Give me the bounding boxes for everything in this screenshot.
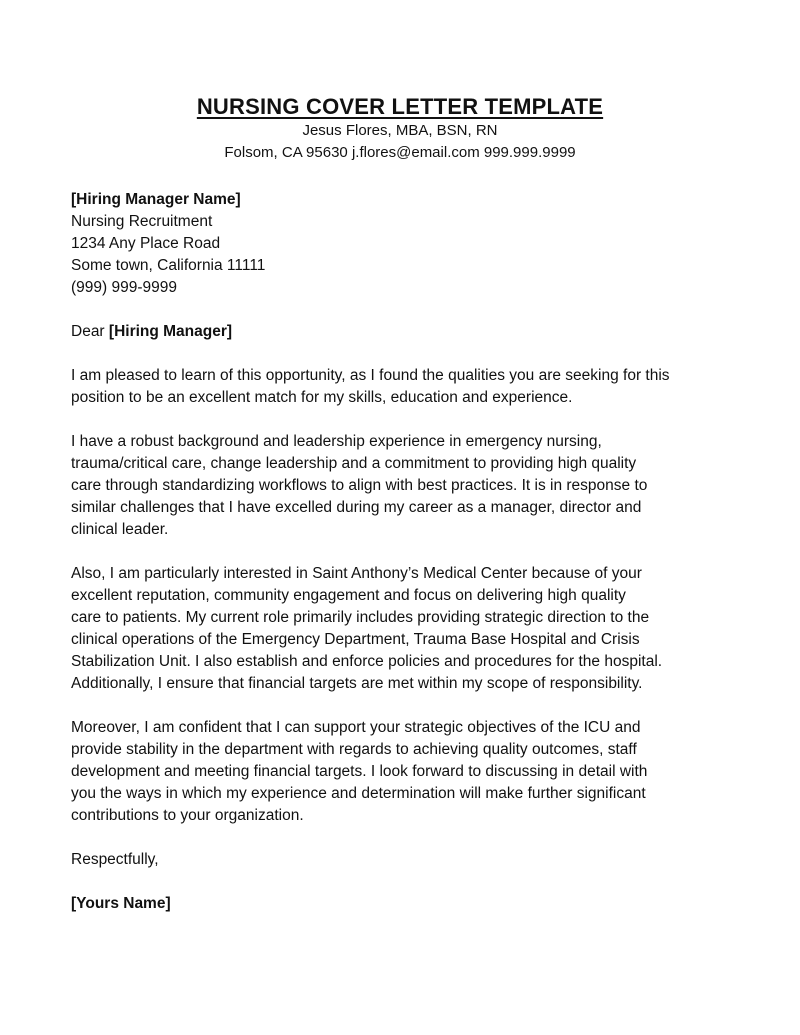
letter-header	[0, 94, 800, 164]
page-title: NURSING COVER LETTER TEMPLATE	[196, 94, 604, 119]
paragraph-3	[71, 563, 741, 695]
sender-contact-line: Folsom, CA 95630 j.flores@email.com 999.999.9999	[224, 144, 576, 161]
paragraph-line: Moreover, I am confident that I can support your strategic objectives of the ICU and	[71, 719, 641, 736]
paragraph-line: Additionally, I ensure that financial targets are met within my scope of responsibility.	[71, 675, 643, 692]
paragraph-line: Stabilization Unit. I also establish and enforce policies and procedures for the hospital.	[71, 653, 663, 670]
paragraph-line: position to be an excellent match for my skills, education and experience.	[71, 389, 573, 406]
paragraph-line: care through standardizing workflows to align with best practices. It is in response to	[71, 477, 648, 494]
paragraph-line: excellent reputation, community engagement and focus on delivering high quality	[71, 587, 626, 604]
paragraph-line: contributions to your organization.	[71, 807, 304, 824]
salutation-prefix: Dear	[71, 323, 109, 340]
recipient-name: [Hiring Manager Name]	[71, 191, 241, 208]
paragraph-line: development and meeting financial targets. I look forward to discussing in detail with	[71, 763, 648, 780]
letter-body	[71, 189, 741, 915]
salutation-name: [Hiring Manager]	[108, 323, 233, 340]
paragraph-line: clinical operations of the Emergency Department, Trauma Base Hospital and Crisis	[71, 631, 640, 648]
recipient-block	[71, 189, 741, 299]
paragraph-line: care to patients. My current role primarily includes providing strategic direction to the	[71, 609, 650, 626]
paragraph-line: trauma/critical care, change leadership and a commitment to providing high quality	[71, 455, 637, 472]
sender-name-line: Jesus Flores, MBA, BSN, RN	[302, 122, 498, 139]
paragraph-4	[71, 717, 741, 827]
recipient-city: Some town, California 11111	[71, 257, 266, 274]
paragraph-line: I have a robust background and leadership experience in emergency nursing,	[71, 433, 602, 450]
recipient-street: 1234 Any Place Road	[71, 235, 221, 252]
signature-name: [Yours Name]	[71, 895, 171, 912]
salutation	[71, 321, 741, 343]
paragraph-line: provide stability in the department with regards to achieving quality outcomes, staff	[71, 741, 637, 758]
valediction: Respectfully,	[71, 851, 159, 868]
recipient-phone: (999) 999-9999	[71, 279, 177, 296]
recipient-department: Nursing Recruitment	[71, 213, 213, 230]
paragraph-line: I am pleased to learn of this opportunity, as I found the qualities you are seeking for this	[71, 367, 670, 384]
paragraph-1	[71, 365, 741, 409]
paragraph-line: you the ways in which my experience and determination will make further significant	[71, 785, 646, 802]
paragraph-line: Also, I am particularly interested in Saint Anthony’s Medical Center because of your	[71, 565, 642, 582]
paragraph-2	[71, 431, 741, 541]
paragraph-line: clinical leader.	[71, 521, 169, 538]
paragraph-line: similar challenges that I have excelled during my career as a manager, director and	[71, 499, 642, 516]
